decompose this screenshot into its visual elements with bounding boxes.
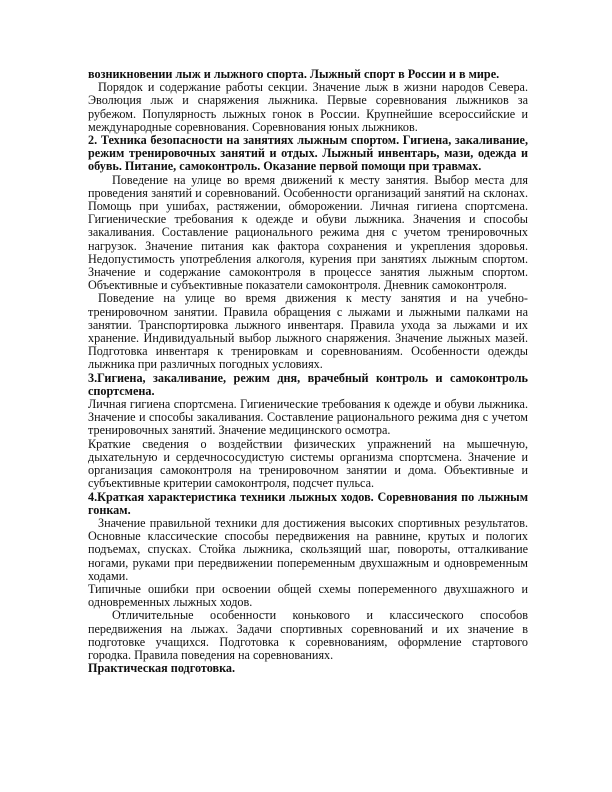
section-3-paragraph-1: Личная гигиена спортсмена. Гигиенические требования к одежде и обуви лыжника. Значение и способы закаливания. Составление рационального режима дня с учетом тренировочных занятий. Значение медицинского осмотра. (88, 397, 528, 438)
section-5-heading: Практическая подготовка. (88, 661, 236, 676)
section-2-paragraph-2: Поведение на улице во время движения к месту занятия и на учебно-тренировочном занятии. Правила обращения с лыжами и лыжными палками на занятии. Транспортировка лыжного инвентаря. Правила ухода за лыжами и их хранение. Индивидуальный выбор лыжного снаряжения. Значение лыжных мазей. Подготовка инвентаря к тренировкам и соревнованиям. Особенности одежды лыжника при различных погодных условиях. (88, 291, 528, 372)
section-1-heading-tail: возникновении лыж и лыжного спорта. Лыжный спорт в России и в мире. (88, 67, 500, 81)
section-4-paragraph-2: Типичные ошибки при освоении общей схемы попеременного двухшажного и одновременных лыжных ходов. (88, 581, 528, 610)
document-page (88, 68, 528, 675)
section-3-heading: 3.Гигиена, закаливание, режим дня, врачебный контроль и самоконтроль спортсмена. (88, 370, 528, 398)
section-4-heading: 4.Краткая характеристика техники лыжных ходов. Соревнования по лыжным гонкам. (88, 489, 528, 517)
section-4-paragraph-1: Значение правильной техники для достижения высоких спортивных результатов. Основные классические способы передвижения на равнине, крутых и пологих подъемах, спусках. Стойка лыжника, скользящий шаг, повороты, отталкивание ногами, руками при передвижении попеременным двухшажным и одновременным ходами. (88, 515, 528, 583)
section-2-paragraph-1: Поведение на улице во время движений к месту занятия. Выбор места для проведения занятий и соревнований. Особенности организаций занятий на склонах. Помощь при ушибах, растяжении, обморожении. Личная гигиена спортсмена. Гигиенические требования к одежде и обуви лыжника. Значения и способы закаливания. Составление рационального режима дня с учетом тренировочных нагрузок. Значение питания как фактора сохранения и укрепления здоровья. Недопустимость употребления алкоголя, курения при занятиях лыжным спортом. Значение и содержание самоконтроля в процессе занятия лыжным спортом. Объективные и субъективные показатели самоконтроля. Дневник самоконтроля. (88, 172, 528, 293)
section-4-paragraph-3: Отличительные особенности конькового и классического способов передвижения на лыжах. Задачи спортивных соревнований и их значение в подготовке учащихся. Подготовка к соревнованиям, оформление стартового городка. Правила поведения на соревнованиях. (88, 608, 528, 662)
section-1-body: Порядок и содержание работы секции. Значение лыж в жизни народов Севера. Эволюция лыж и снаряжения лыжника. Первые соревнования лыжников за рубежом. Популярность лыжных гонок в России. Крупнейшие всероссийские и международные соревнования. Соревнования юных лыжников. (88, 80, 528, 134)
section-2-heading: 2. Техника безопасности на занятиях лыжным спортом. Гигиена, закаливание, режим тренировочных занятий и отдых. Лыжный инвентарь, мази, одежда и обувь. Питание, самоконтроль. Оказание первой помощи при травмах. (88, 133, 528, 174)
section-3-paragraph-2: Краткие сведения о воздействии физических упражнений на мышечную, дыхательную и сердечнососудистую системы организма спортсмена. Значение и организация самоконтроля на тренировочном занятии и дома. Объективные и субъективные критерии самоконтроля, подсчет пульса. (88, 436, 528, 491)
